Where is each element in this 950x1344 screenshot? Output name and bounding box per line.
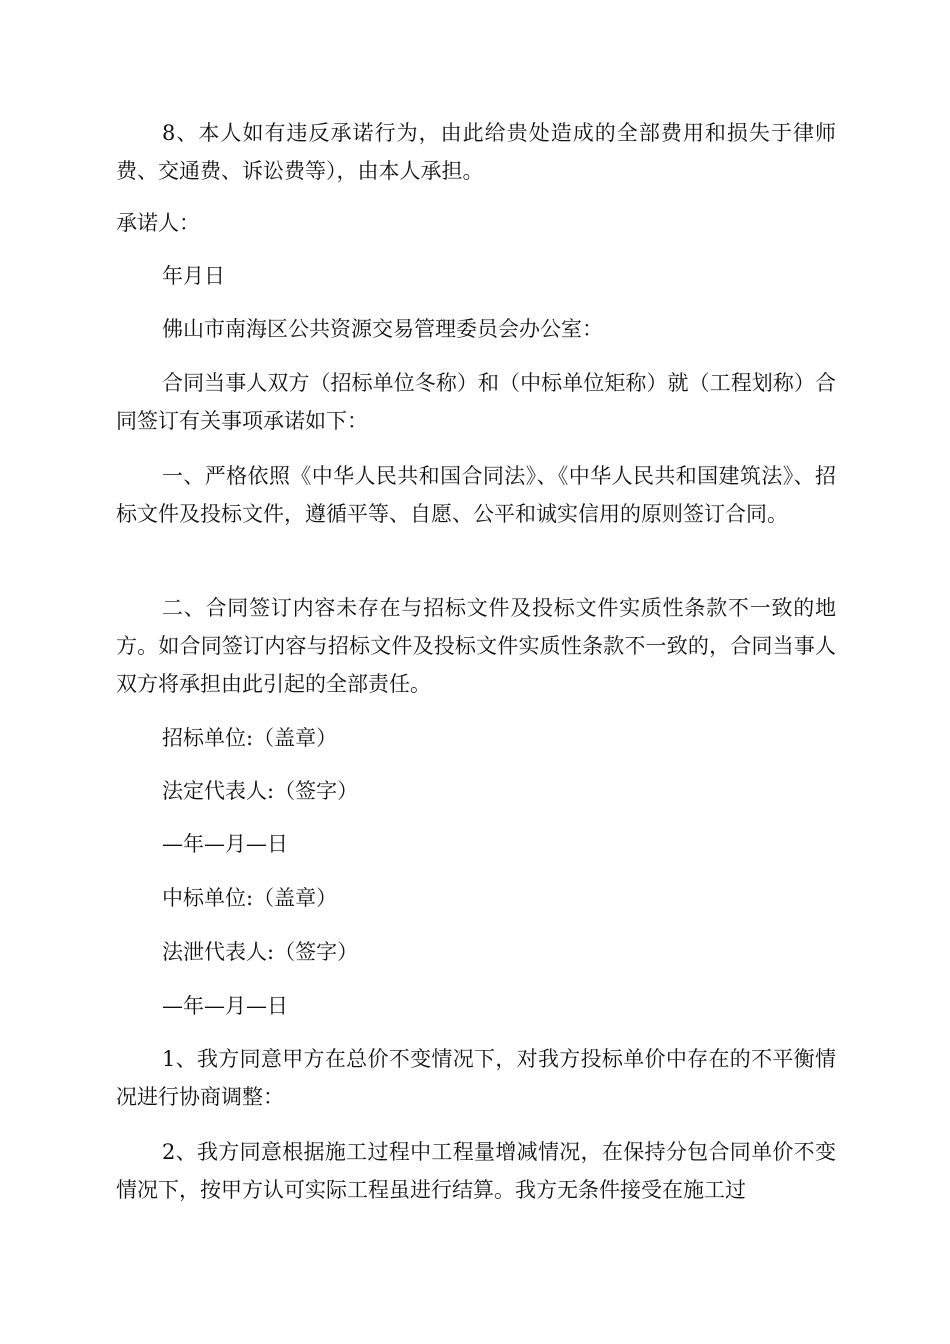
- paragraph-date-1: —年—月—日: [162, 832, 288, 856]
- paragraph-date-placeholder: 年月日: [162, 264, 225, 288]
- paragraph-date-2: —年—月—日: [162, 994, 288, 1018]
- paragraph-legal-rep-1: 法定代表人:（签字）: [162, 779, 359, 803]
- paragraph-clause-1: 一、严格依照《中华人民共和国合同法》、《中华人民共和国建筑法》、招标文件及投标文件，遵循平等、自愿、公平和诚实信用的原则签订合同。: [116, 464, 836, 526]
- paragraph-item-2: 2、我方同意根据施工过程中工程量增减情况，在保持分包合同单价不变情况下，按甲方认可实际工程虽进行结算。我方无条件接受在施工过: [116, 1140, 836, 1202]
- paragraph-clause-2: 二、合同签订内容未存在与招标文件及投标文件实质性条款不一致的地方。如合同签订内容与招标文件及投标文件实质性条款不一致的，合同当事人双方将承担由此引起的全部责任。: [116, 596, 836, 696]
- paragraph-promisor-label: 承诺人：: [116, 211, 200, 235]
- paragraph-intro: 合同当事人双方（招标单位冬称）和（中标单位矩称）就（工程划称）合同签订有关事项承诺如下：: [116, 371, 836, 433]
- paragraph-winner-seal: 中标单位:（盖章）: [162, 886, 338, 910]
- paragraph-item-1: 1、我方同意甲方在总价不变情况下，对我方投标单价中存在的不平衡情况进行协商调整：: [116, 1047, 836, 1109]
- paragraph-legal-rep-2: 法泄代表人:（签字）: [162, 940, 359, 964]
- paragraph-tenderer-seal: 招标单位:（盖章）: [162, 726, 338, 750]
- paragraph-addressee: 佛山市南海区公共资源交易管理委员会办公室：: [162, 317, 603, 341]
- paragraph-commitment-8: 8、本人如有违反承诺行为，由此给贵处造成的全部费用和损失于律师费、交通费、诉讼费等），由本人承担。: [116, 121, 836, 183]
